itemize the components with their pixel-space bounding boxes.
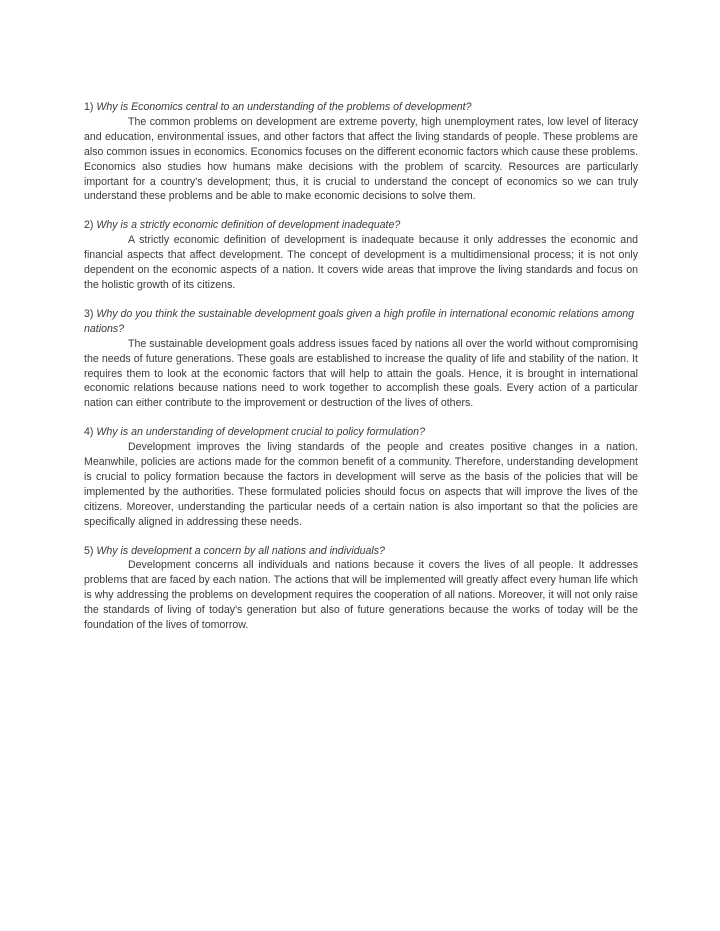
question-number: 1) (84, 101, 94, 113)
question-number: 4) (84, 426, 94, 439)
answer-paragraph: The common problems on development are extreme poverty, high unemployment rates, low level of literacy and education, environmental issues, and other factors that affect the living standards of people. These problems are also common issues in economics. Economics focuses on the different economic factors which cause these problems. Economics also studies how humans make decisions with the problem of scarcity. Resources are particularly important for a country's development; thus, it is crucial to understand the concept of economics so we can truly understand these problems and be able to make economic decisions to solve them. (84, 115, 638, 203)
question-text: Why is Economics central to an understanding of the problems of development? (96, 101, 472, 113)
question-heading (84, 425, 638, 440)
question-number: 2) (84, 219, 94, 232)
answer-paragraph: Development concerns all individuals and nations because it covers the lives of all people. It addresses problems that are faced by each nation. The actions that will be implemented will greatly affect every human life which is why addressing the problems on development requires the cooperation of all nations. Moreover, it will not only raise the standards of living of today's generation but also of future generations because the works of today will be the foundation of the lives of tomorrow. (84, 559, 638, 632)
question-heading (84, 307, 638, 337)
question-text: Why is an understanding of development crucial to policy formulation? (96, 426, 425, 439)
question-text: Why is development a concern by all nations and individuals? (96, 544, 385, 557)
question-block-2 (84, 218, 638, 293)
document-body (84, 100, 638, 647)
question-block-4 (84, 425, 638, 529)
answer-paragraph: Development improves the living standards of the people and creates positive changes in a nation. Meanwhile, policies are actions made for the common benefit of a community. Therefore, understanding development is crucial to policy formation because the factors in development will serve as the basis of the policies that will be implemented by the authorities. These formulated policies should focus on aspects that will improve the lives of the citizens. Moreover, understanding the particular needs of a certain nation is also important so that the policies are specifically aligned in addressing these needs. (84, 441, 638, 528)
answer-paragraph: A strictly economic definition of development is inadequate because it only addresses the economic and financial aspects that affect development. The concept of development is a multidimensional process; it is not only dependent on the economic aspects of a nation. It covers wide areas that improve the living standards and focus on the holistic growth of its citizens. (84, 234, 638, 291)
question-block-3 (84, 307, 638, 411)
answer-paragraph: The sustainable development goals address issues faced by nations all over the world without compromising the needs of future generations. These goals are established to increase the quality of life and stability of the nation. It requires them to look at the economic factors that will help to attain the goals. Hence, it is brought in international economic relations because nations need to work together to accomplish these goals. Every action of a particular nation can either contribute to the improvement or destruction of the lives of others. (84, 337, 638, 410)
question-number: 5) (84, 544, 94, 557)
question-block-5 (84, 544, 638, 633)
question-number: 3) (84, 307, 94, 320)
question-text: Why do you think the sustainable development goals given a high profile in international economic relations among nations? (84, 307, 635, 335)
question-text: Why is a strictly economic definition of development inadequate? (96, 219, 401, 232)
question-heading (84, 100, 638, 115)
question-heading (84, 218, 638, 233)
question-heading (84, 544, 638, 559)
question-block-1 (84, 100, 638, 204)
